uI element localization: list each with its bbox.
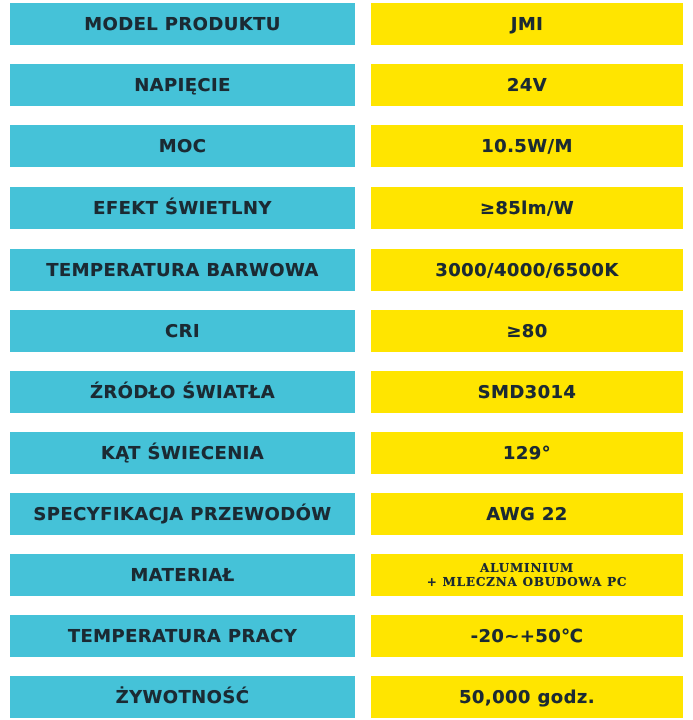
spec-label: EFEKT ŚWIETLNY bbox=[10, 187, 355, 229]
spec-row-power bbox=[0, 125, 693, 167]
spec-label: TEMPERATURA PRACY bbox=[10, 615, 355, 657]
spec-value-line: ALUMINIUM bbox=[480, 561, 574, 575]
spec-label: MATERIAŁ bbox=[10, 554, 355, 596]
spec-row-beam-angle bbox=[0, 432, 693, 474]
spec-row-color-temperature bbox=[0, 249, 693, 291]
spec-value: SMD3014 bbox=[371, 371, 683, 413]
spec-label: KĄT ŚWIECENIA bbox=[10, 432, 355, 474]
spec-row-luminous-efficacy bbox=[0, 187, 693, 229]
spec-row-wire-spec bbox=[0, 493, 693, 535]
spec-value: ≥80 bbox=[371, 310, 683, 352]
spec-row-operating-temperature bbox=[0, 615, 693, 657]
spec-value-line: + MLECZNA OBUDOWA PC bbox=[426, 575, 628, 589]
spec-value: 10.5W/M bbox=[371, 125, 683, 167]
spec-label: NAPIĘCIE bbox=[10, 64, 355, 106]
spec-value: ≥85lm/W bbox=[371, 187, 683, 229]
spec-value bbox=[371, 554, 683, 596]
spec-label: MOC bbox=[10, 125, 355, 167]
spec-row-cri bbox=[0, 310, 693, 352]
spec-value: 129° bbox=[371, 432, 683, 474]
spec-row-voltage bbox=[0, 64, 693, 106]
spec-value: -20~+50℃ bbox=[371, 615, 683, 657]
spec-value: 24V bbox=[371, 64, 683, 106]
spec-label: MODEL PRODUKTU bbox=[10, 3, 355, 45]
spec-row-light-source bbox=[0, 371, 693, 413]
spec-label: ŻYWOTNOŚĆ bbox=[10, 676, 355, 718]
spec-row-model bbox=[0, 3, 693, 45]
spec-label: CRI bbox=[10, 310, 355, 352]
spec-label: TEMPERATURA BARWOWA bbox=[10, 249, 355, 291]
spec-value: JMI bbox=[371, 3, 683, 45]
spec-value: AWG 22 bbox=[371, 493, 683, 535]
spec-row-material bbox=[0, 554, 693, 596]
spec-value: 50,000 godz. bbox=[371, 676, 683, 718]
spec-label: SPECYFIKACJA PRZEWODÓW bbox=[10, 493, 355, 535]
spec-value: 3000/4000/6500K bbox=[371, 249, 683, 291]
spec-label: ŹRÓDŁO ŚWIATŁA bbox=[10, 371, 355, 413]
spec-row-lifespan bbox=[0, 676, 693, 718]
